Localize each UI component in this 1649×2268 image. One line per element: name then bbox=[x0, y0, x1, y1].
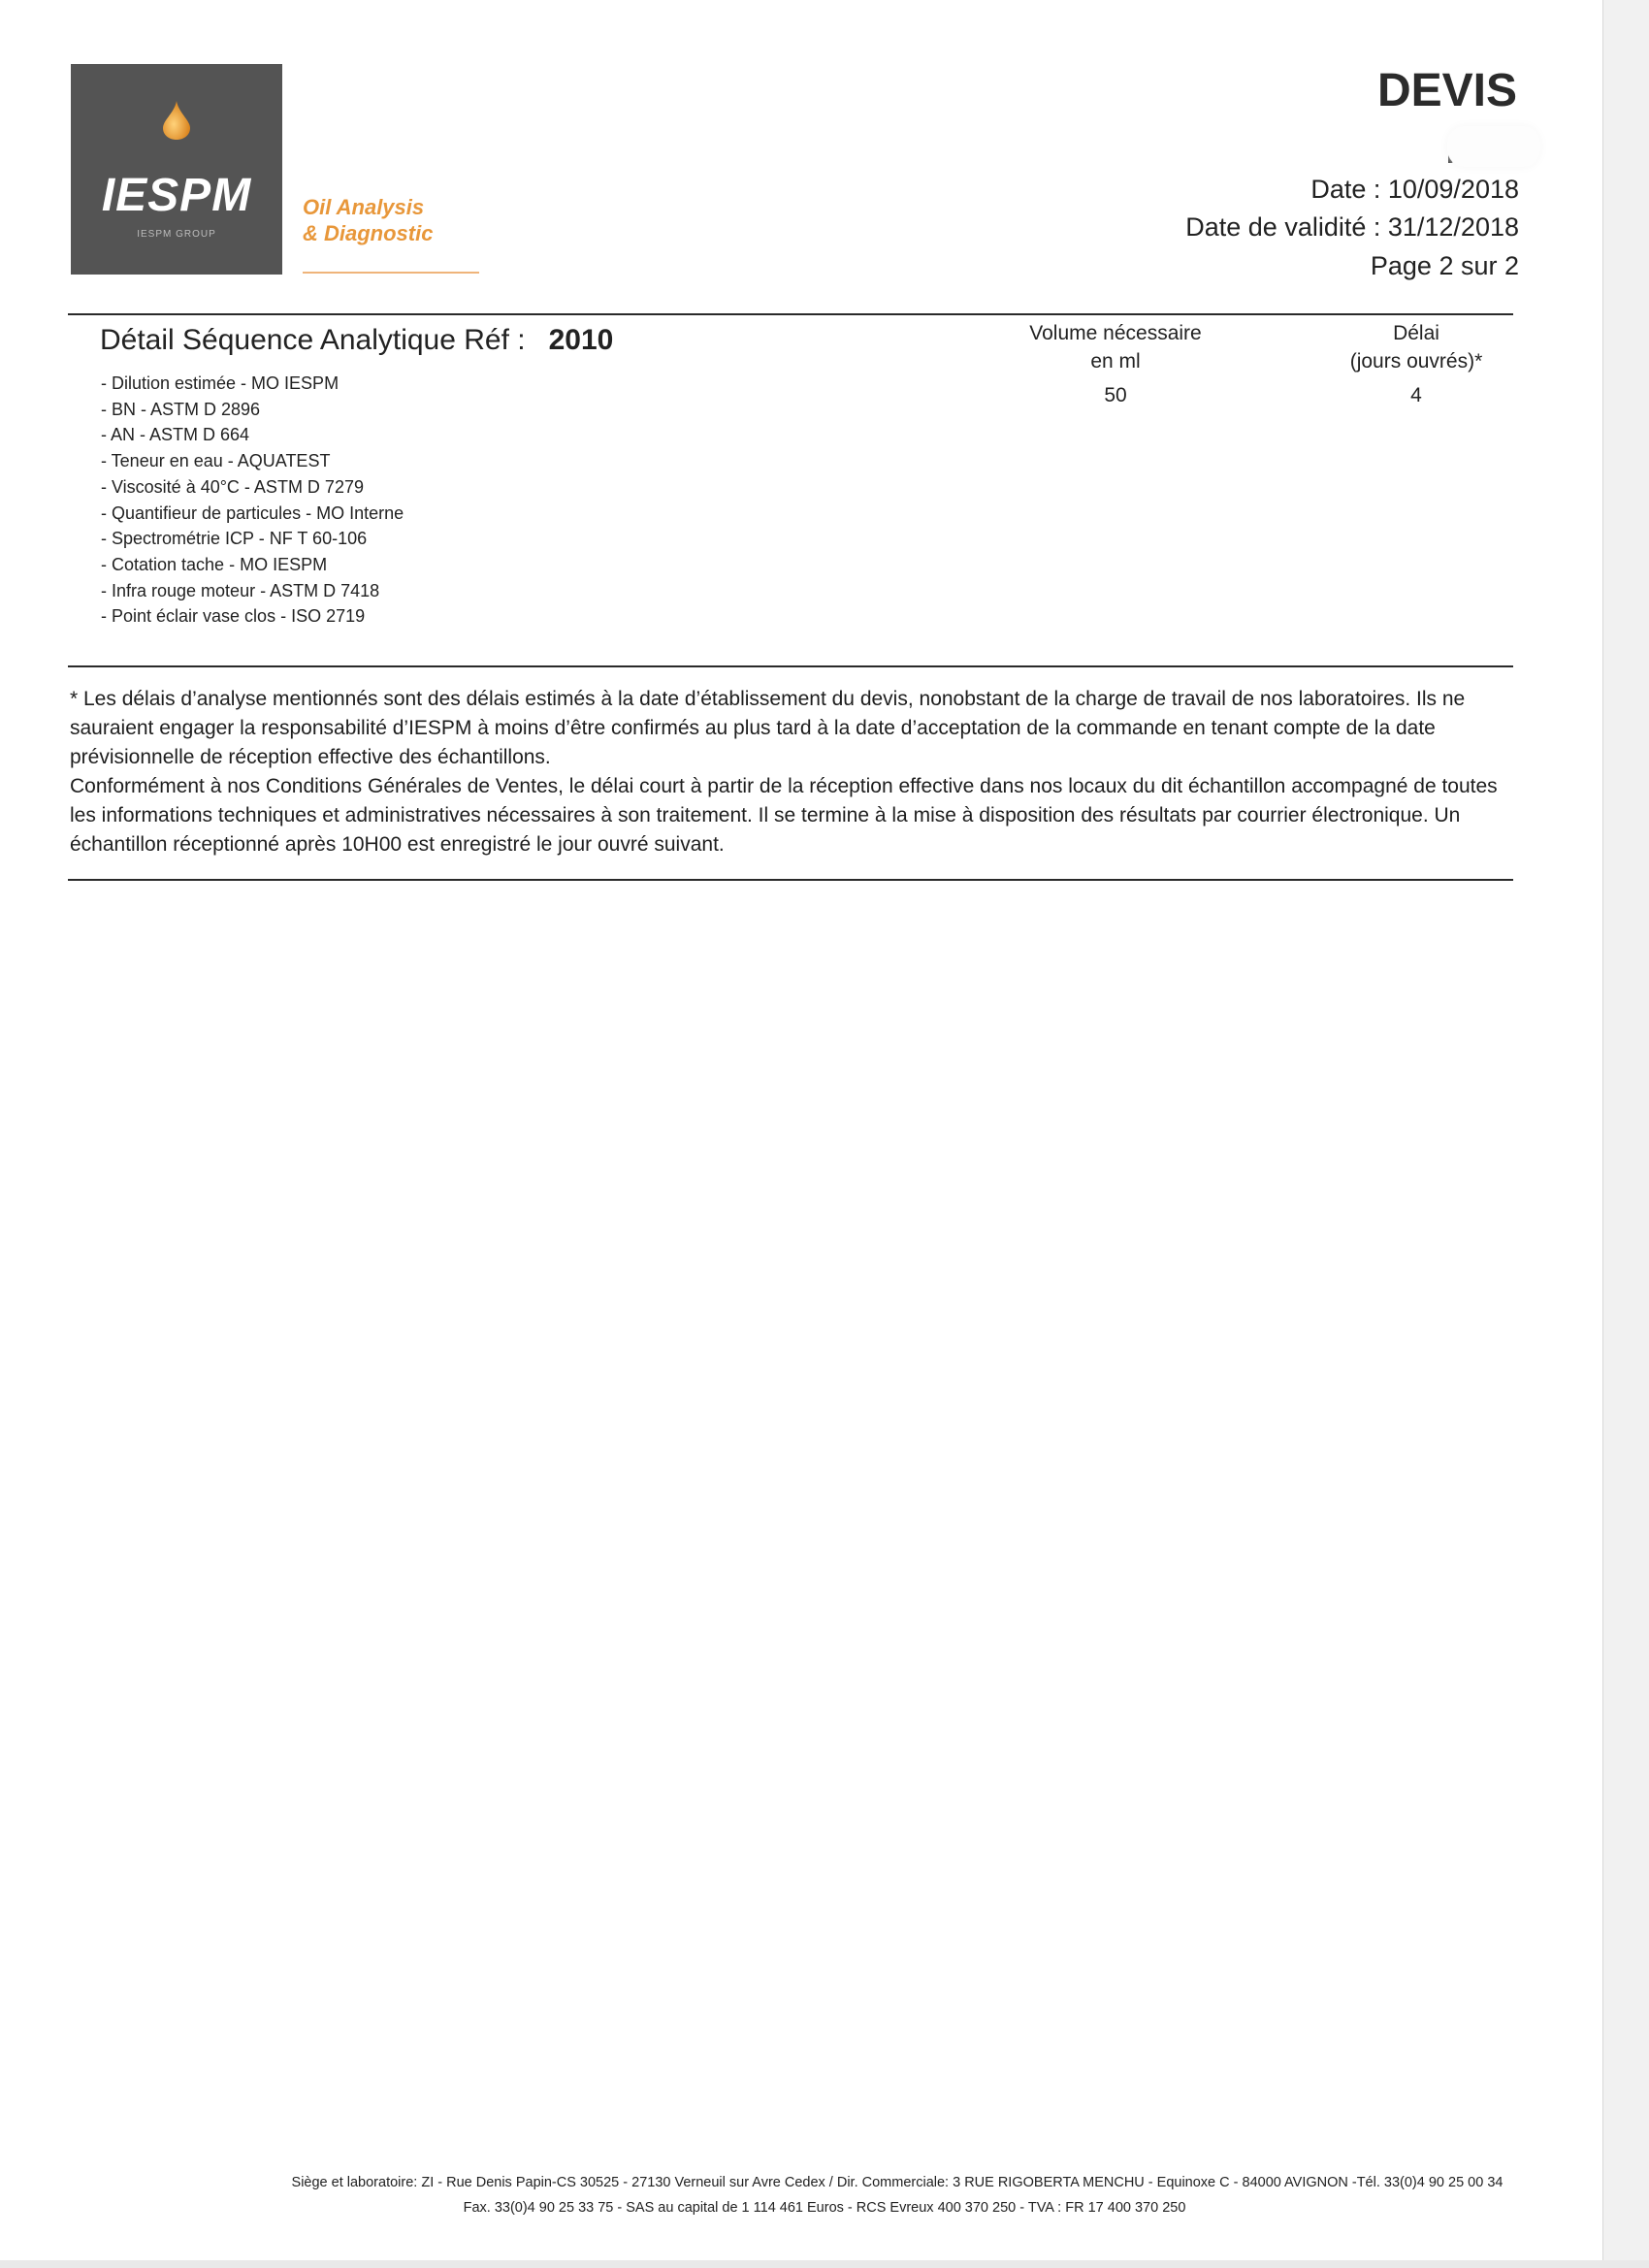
list-item: - Spectrométrie ICP - NF T 60-106 bbox=[101, 529, 368, 549]
logo-group-text: IESPM GROUP bbox=[137, 229, 216, 240]
volume-header-line-2: en ml bbox=[1090, 350, 1141, 373]
sequence-title-label: Détail Séquence Analytique Réf : bbox=[100, 324, 526, 356]
volume-value: 50 bbox=[1104, 384, 1127, 406]
list-item: - Point éclair vase clos - ISO 2719 bbox=[101, 606, 366, 627]
list-item: - Infra rouge moteur - ASTM D 7418 bbox=[101, 580, 380, 600]
sequence-title bbox=[100, 324, 613, 357]
list-item: - Dilution estimée - MO IESPM bbox=[101, 373, 340, 393]
note-divider bbox=[68, 879, 1513, 881]
delay-disclaimer bbox=[70, 685, 1515, 859]
quote-date: Date : 10/09/2018 bbox=[1310, 175, 1519, 204]
logo-wordmark: IESPM bbox=[101, 170, 252, 221]
list-item: - AN - ASTM D 664 bbox=[101, 425, 250, 445]
company-logo bbox=[71, 64, 282, 275]
header-divider bbox=[68, 313, 1513, 315]
oil-drop-icon bbox=[163, 101, 190, 140]
delai-value: 4 bbox=[1410, 384, 1422, 406]
scan-edge-right bbox=[1602, 0, 1649, 2268]
list-item: - Quantifieur de particules - MO Interne bbox=[101, 502, 404, 523]
list-item: - Viscosité à 40°C - ASTM D 7279 bbox=[101, 476, 364, 497]
delai-column-header bbox=[1300, 319, 1533, 375]
sequence-ref: 2010 bbox=[548, 324, 614, 356]
scan-edge-bottom bbox=[0, 2260, 1649, 2268]
validity-date: Date de validité : 31/12/2018 bbox=[1185, 212, 1519, 242]
delai-header-line-1: Délai bbox=[1393, 322, 1439, 344]
disclaimer-paragraph-1: * Les délais d’analyse mentionnés sont des délais estimés à la date d’établissement du devis, nonobstant de la charge de travail de nos laboratoires. Ils ne sauraient engager la responsabilité d’IESPM à moins d’être confirmés au plus tard à la date d’acceptation de la commande en tenant compte de la date prévisionnelle de réception effective des échantillons. bbox=[70, 688, 1466, 768]
disclaimer-paragraph-2: Conformément à nos Conditions Générales de Ventes, le délai court à partir de la réception effective dans nos locaux du dit échantillon accompagné de toutes les informations techniques et administratives nécessaires à son traitement. Il se termine à la mise à disposition des résultats par courrier électronique. Un échantillon réceptionné après 10H00 est enregistré le jour ouvré suivant. bbox=[70, 775, 1498, 856]
analysis-list bbox=[101, 371, 404, 630]
delai-header-line-2: (jours ouvrés)* bbox=[1349, 350, 1483, 373]
list-item: - Teneur en eau - AQUATEST bbox=[101, 451, 331, 471]
logo-tagline bbox=[303, 194, 433, 246]
volume-header-line-1: Volume nécessaire bbox=[1029, 322, 1202, 344]
redacted-reference bbox=[1447, 126, 1540, 167]
tagline-line-2: & Diagnostic bbox=[303, 221, 434, 245]
footer-address: Siège et laboratoire: ZI - Rue Denis Papin-CS 30525 - 27130 Verneuil sur Avre Cedex / Dir. Commerciale: 3 RUE RIGOBERTA MENCHU - Equinoxe C - 84000 AVIGNON -Tél. 33(0)4 90 25 00 34 bbox=[291, 2175, 1504, 2190]
document-title: DEVIS bbox=[1376, 65, 1517, 116]
list-item: - Cotation tache - MO IESPM bbox=[101, 554, 328, 574]
page-number: Page 2 sur 2 bbox=[1370, 251, 1519, 280]
footer-legal: Fax. 33(0)4 90 25 33 75 - SAS au capital de 1 114 461 Euros - RCS Evreux 400 370 250 - TVA : FR 17 400 370 250 bbox=[463, 2200, 1186, 2216]
tagline-underline bbox=[303, 272, 479, 274]
list-item: - BN - ASTM D 2896 bbox=[101, 399, 261, 419]
tagline-line-1: Oil Analysis bbox=[303, 195, 425, 219]
volume-column-header bbox=[999, 319, 1232, 375]
section-divider bbox=[68, 665, 1513, 667]
